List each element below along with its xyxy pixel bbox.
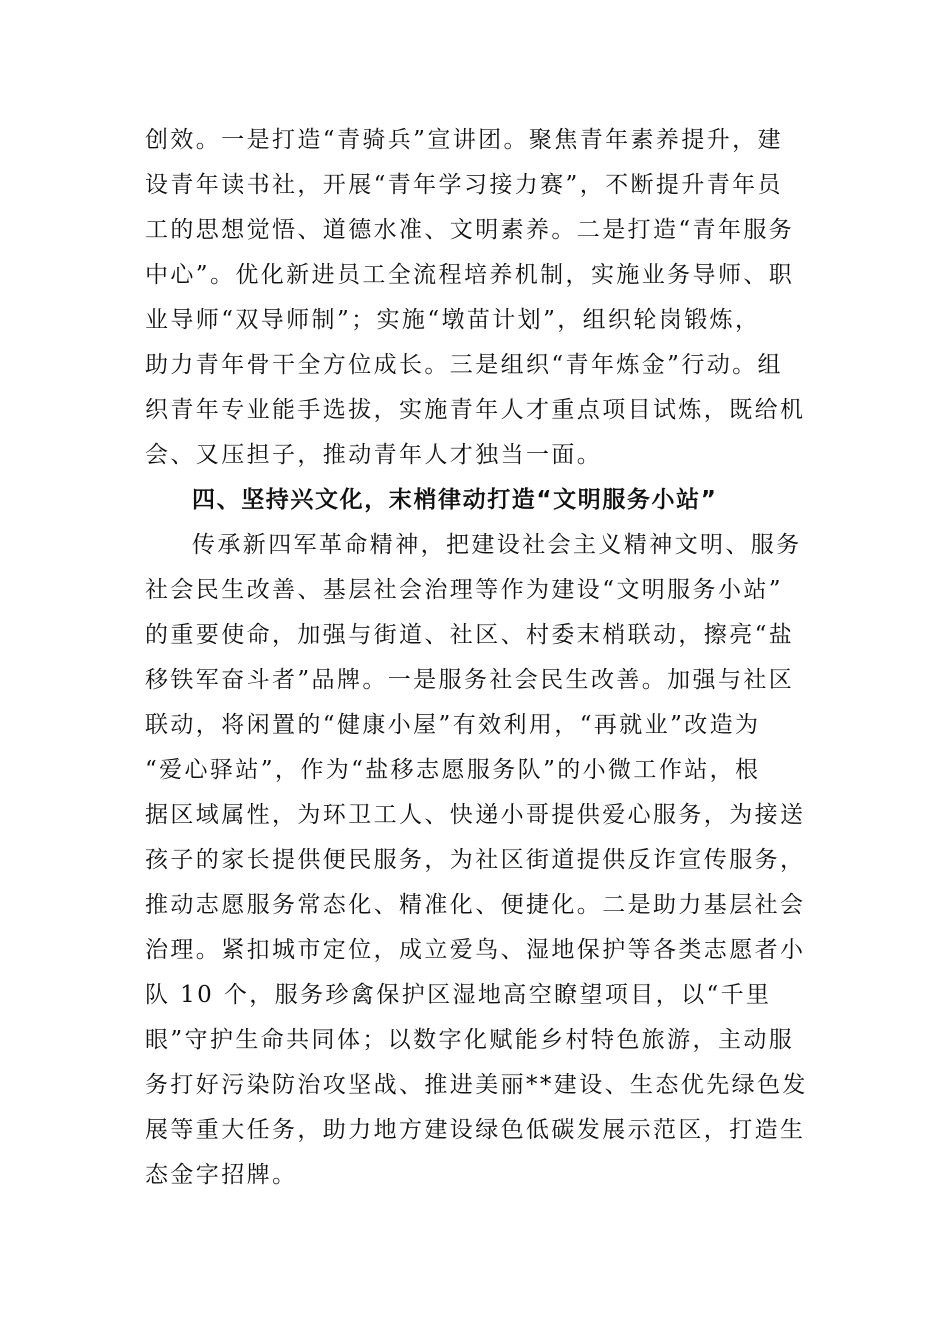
paragraph-2-line: 展等重大任务，助力地方建设绿色低碳发展示范区，打造生 bbox=[145, 1117, 806, 1143]
paragraph-1-line: 助力青年骨干全方位成长。三是组织“青年炼金”行动。组 bbox=[145, 352, 783, 378]
paragraph-1-line: 业导师“双导师制”；实施“墩苗计划”，组织轮岗锻炼， bbox=[145, 307, 761, 333]
paragraph-2-line: 治理。紧扣城市定位，成立爱鸟、湿地保护等各类志愿者小 bbox=[145, 937, 806, 963]
paragraph-2-line: 推动志愿服务常态化、精准化、便捷化。二是助力基层社会 bbox=[145, 892, 806, 918]
paragraph-2-line: 移铁军奋斗者”品牌。一是服务社会民生改善。加强与社区 bbox=[145, 667, 795, 693]
section-heading: 四、坚持兴文化，末梢律动打造“文明服务小站” bbox=[192, 487, 718, 513]
paragraph-2-line: “爱心驿站”，作为“盐移志愿服务队”的小微工作站，根 bbox=[145, 757, 761, 783]
paragraph-2-line: 传承新四军革命精神，把建设社会主义精神文明、服务 bbox=[192, 532, 802, 558]
paragraph-1-line: 织青年专业能手选拔，实施青年人才重点项目试炼，既给机 bbox=[145, 397, 806, 423]
paragraph-2-line: 态金字招牌。 bbox=[145, 1162, 298, 1188]
paragraph-1-line: 工的思想觉悟、道德水准、文明素养。二是打造“青年服务 bbox=[145, 217, 795, 243]
paragraph-2-line: 队 10 个，服务珍禽保护区湿地高空瞭望项目，以“千里 bbox=[145, 982, 772, 1008]
paragraph-1-line: 会、又压担子，推动青年人才独当一面。 bbox=[145, 442, 603, 468]
paragraph-2-line: 务打好污染防治攻坚战、推进美丽**建设、生态优先绿色发 bbox=[145, 1072, 808, 1098]
paragraph-2-line: 据区域属性，为环卫工人、快递小哥提供爱心服务，为接送 bbox=[145, 802, 806, 828]
paragraph-1-line: 设青年读书社，开展“青年学习接力赛”，不断提升青年员 bbox=[145, 172, 783, 198]
paragraph-2-line: 孩子的家长提供便民服务，为社区街道提供反诈宣传服务， bbox=[145, 847, 806, 873]
paragraph-1-line: 中心”。优化新进员工全流程培养机制，实施业务导师、职 bbox=[145, 262, 795, 288]
paragraph-2-line: 社会民生改善、基层社会治理等作为建设“文明服务小站” bbox=[145, 577, 783, 603]
paragraph-2-line: 眼”守护生命共同体；以数字化赋能乡村特色旅游，主动服 bbox=[145, 1027, 795, 1053]
paragraph-1-line: 创效。一是打造“青骑兵”宣讲团。聚焦青年素养提升，建 bbox=[145, 127, 783, 153]
paragraph-2-line: 联动，将闲置的“健康小屋”有效利用，“再就业”改造为 bbox=[145, 712, 761, 738]
paragraph-2-line: 的重要使命，加强与街道、社区、村委末梢联动，擦亮“盐 bbox=[145, 622, 795, 648]
